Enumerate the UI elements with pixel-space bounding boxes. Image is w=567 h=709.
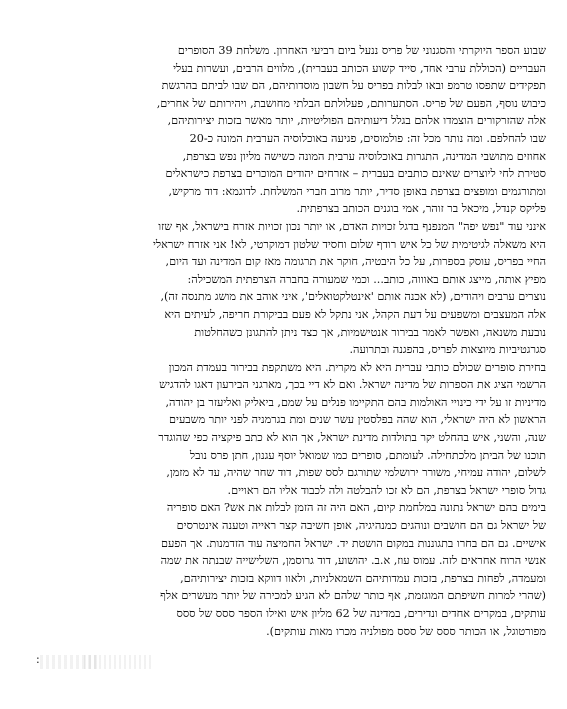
text-line: לשלום, יהודה עמיחי, משורר ירושלמי שתורגם לסס שפות, דוד שחר שהיה, עד לא מזמן, — [166, 466, 546, 480]
text-line: מפורטוגל, או הכותר ססס של ססס מפולניה מכרו מאות עותקים). — [266, 624, 546, 638]
text-line: ומתורגמים ומופצים בצרפת באופן סדיר, יותר מרוב חברי המשלחת. לדוגמא: דוד מרקיש, — [168, 184, 546, 198]
text-line: החיי בפריס, עוסק בספרות, על כל היבטיה, חוקר את תרגומה מאז קום המדינה ועד היום, — [165, 255, 546, 269]
text-line: אישיים. גם הם בחרו בתגוננות במקום הושטת יד. ישראל החמיצה עוד הזדמנות. אך הפעם — [161, 536, 546, 550]
text-line: שבוע הספר היוקרתי והסגנוני של פריס ננעל ביום רביעי האחרון. משלחת 39 הסופרים — [177, 44, 546, 57]
text-line: אלה המעצבים ומשפעים על דעת הקהל, אני נתקל לא פעם בביקורת חריפה, לעיתים היא — [164, 307, 546, 321]
text-line: הרשמי הציג את הספרות של מדינה ישראל. ואם לא דיי בכך, מארגני הבירעון דאגו להדגיש — [159, 378, 546, 392]
text-line: תפקידים שתפסו טרמפ ובאו לבלות בפריס על חשבון מוסדותיהם, הם שבו לביתם בהרגשת — [161, 79, 546, 93]
text-line: אינני עוד "נפש יפה" המנפנף בדגל זכויות האדם, או יותר נכון זכויות אזרח בישראל, אף שזו — [158, 219, 546, 233]
text-line: אלה שהזרקורים הוצמדו אלהם בגלל דיעותיהם הפוליטיות, יותר מאשר בזכות יצירותיהם, — [167, 114, 546, 128]
text-line: שבו להחלפם. ומה נותר מכל זה: פולמוסים, פגיעה באוכלוסיה הערבית המונה כ-20 — [189, 131, 546, 145]
article-body — [46, 42, 546, 640]
text-line: אנשי הרוח אחראים לזה. עמוס עוז, א.ב. יהושוע, דוד גרוסמן, השלישייה שבנתה את שמה — [160, 554, 546, 568]
text-line: כיבוש נוסף, הפעם של פריס. הסתערותם, פעלולתם הבלתי מחושבת, ויהירותם של אחרים, — [156, 96, 546, 110]
text-line: פליקס קנדל, מיכאל בר זוהר, אמי בוגנים הכותב בצרפתית. — [296, 202, 546, 216]
faint-scan-mark — [84, 655, 154, 669]
text-line: נוצרים ערבים ויהודים, (לא אכנה אותם 'אינטלקטואלים', איני אוהב את מושג מתנסה זה), — [160, 290, 546, 304]
text-line: העבריים (הכוללת ערבי אחד, סייד קשוע הכותב בעברית), מלווים הרבים, ועשרות בעלי — [173, 61, 546, 75]
text-line: היא משאלה לגיטימית של כל איש רודף שלום וחסיד שלטון דמוקרטי, לא! אני אזרח ישראלי — [153, 237, 546, 251]
text-line: סטירת לחי ליוצרים שאינם כותבים בעברית – אזרחים יהודים המוכרים בצרפת כישראלים — [165, 167, 546, 181]
text-line: מפיץ אותה, מייצג אותם באוווה, כותב... וכמי שמעורה בחברה הצרפתית המשכילה: — [187, 272, 546, 286]
text-line: עותקים, במקרים אחדים ונדירים, במדינה של 62 מליון איש ואילו הספר ססס של ססס — [176, 607, 546, 620]
text-line: בחירת סופרים שכולם כותבי עברית היא לא מקרית. היא משתקפת בבירור בעמדת המכון — [168, 360, 546, 374]
text-line: תוכנו של הביתן מלכתחילה. לעומתם, סופרים כמו שמואל יוסף עגנון, חתן פרס נובל — [189, 448, 546, 462]
text-line: גדול סופרי ישראל בצרפת, הם לא זכו להבלטה ולה לכבוד אליו הם ראויים. — [227, 483, 546, 497]
text-line: סגרגטיביות מיוצאות לפריס, בהפגנה ובתרועה. — [349, 343, 546, 357]
text-line: שנה, והשני, איש בהחלט יקר בתולדות מדינת ישראל, אך הוא לא כתב פיקציה כפי שהוגדר — [158, 431, 546, 445]
text-line: בימים בהם ישראל נתונה במלחמת קיום, האם היה זה הזמן לבלות את אש? האם סופריה — [166, 501, 546, 515]
text-line: הראשון לא היה ישראלי, הוא שהה בפלסטין עשר שנים ומת בגרמניה לפני יותר משבעים — [169, 413, 546, 427]
text-line: נובעת משנאה, ואפשר לאמר בבירור אנטישמיות, אך כצד ניתן להתגונן כשהחלטות — [194, 325, 546, 339]
footer-mark: : — [36, 653, 40, 666]
text-line: (שהרי למרות חשיפתם המוגזמת, אף כותר שלהם לא הגיע למכירה של יותר מעשרים אלף — [160, 589, 546, 603]
text-line: ומעמדה, לפחות בצרפת, בזכות עמדותיהם השמאלניות, ולאוו דווקא בזכות יצירותיהם, — [180, 571, 546, 585]
text-line: של ישראל גם הם חושבים ונוהגים כמנהיגיה, אופן חשיבה קצר ראייה וטענה אינטרסים — [176, 519, 546, 533]
text-line: מדיניות זו על ידי כינויי האולמות בהם התקיימו פנלים על שמם, ביאליק ואליעזר בן יהודה, — [165, 395, 546, 409]
text-line: אחוזים מתושבי המדינה, התגרות באוכלוסיה ערבית המונה כשישה מליון נפש בצרפת, — [182, 149, 546, 163]
